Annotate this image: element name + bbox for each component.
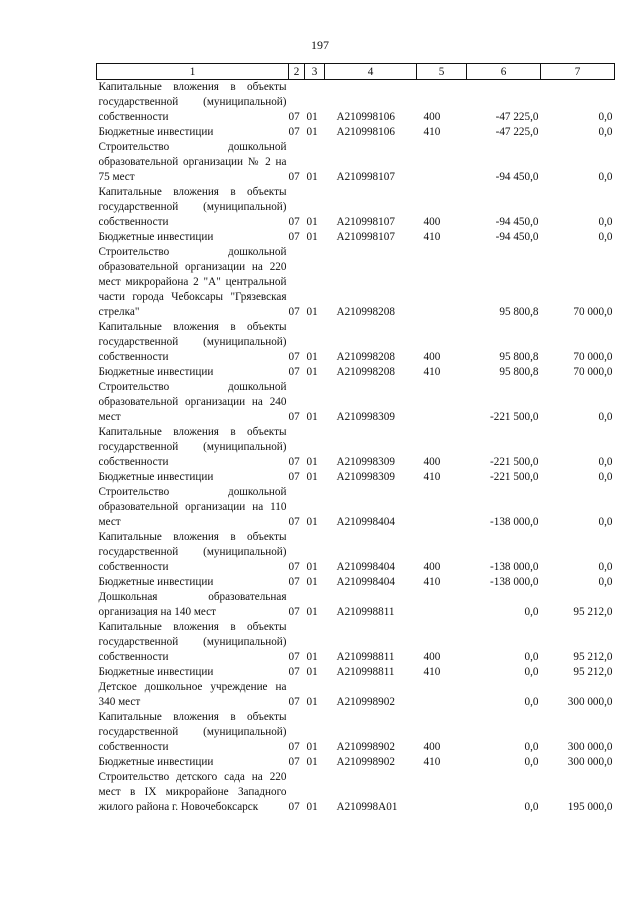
cell-amount-1: -94 450,0 [495, 231, 539, 243]
cell-amount-2: 70 000,0 [573, 306, 613, 318]
cell-name: Строительство дошкольной образовательной организации на 220 мест микрорайона 2 "А" центральной части города Чебоксары "Грязевская стрелка" [98, 246, 287, 318]
cell-amount-1: 95 800,8 [499, 366, 539, 378]
cell-name: Детское дошкольное учреждение на 340 мест [98, 681, 287, 708]
table-row [97, 680, 615, 710]
cell-amount-2: 0,0 [598, 216, 613, 228]
cell-amount-2: 0,0 [598, 471, 613, 483]
cell-section: 07 [288, 666, 300, 678]
cell-amount-2: 70 000,0 [573, 351, 613, 363]
cell-target-code: А210998106 [336, 126, 395, 138]
cell-subsection: 01 [306, 516, 318, 528]
cell-target-code: А210998208 [336, 351, 395, 363]
table-body [97, 80, 615, 816]
cell-expense-type [417, 140, 467, 185]
table-row [97, 665, 615, 680]
cell-expense-type: 410 [423, 126, 441, 138]
cell-target-code: А210998107 [336, 216, 395, 228]
cell-amount-2: 0,0 [598, 456, 613, 468]
cell-subsection: 01 [306, 801, 318, 813]
cell-section: 07 [288, 576, 300, 588]
cell-section: 07 [288, 606, 300, 618]
cell-expense-type [417, 245, 467, 320]
cell-subsection: 01 [306, 651, 318, 663]
cell-expense-type: 400 [423, 741, 441, 753]
cell-target-code: А210998811 [336, 606, 395, 618]
table-row [97, 710, 615, 755]
cell-subsection: 01 [306, 666, 318, 678]
cell-target-code: А210998106 [336, 111, 395, 123]
table-row [97, 245, 615, 320]
cell-amount-1: -94 450,0 [495, 171, 539, 183]
cell-name: Бюджетные инвестиции [98, 471, 214, 483]
cell-amount-1: 0,0 [524, 696, 539, 708]
cell-expense-type: 400 [423, 351, 441, 363]
table-header [97, 64, 615, 80]
cell-subsection: 01 [306, 741, 318, 753]
cell-amount-1: 0,0 [524, 666, 539, 678]
table-row [97, 380, 615, 425]
cell-section: 07 [288, 351, 300, 363]
cell-section: 07 [288, 456, 300, 468]
cell-name: Бюджетные инвестиции [98, 231, 214, 243]
cell-amount-2: 195 000,0 [567, 801, 613, 813]
cell-subsection: 01 [306, 606, 318, 618]
cell-subsection: 01 [306, 576, 318, 588]
cell-name: Бюджетные инвестиции [98, 366, 214, 378]
cell-target-code: А210998107 [336, 171, 395, 183]
cell-section: 07 [288, 411, 300, 423]
cell-expense-type [417, 680, 467, 710]
cell-target-code: А210998404 [336, 516, 395, 528]
cell-expense-type: 400 [423, 561, 441, 573]
cell-amount-1: -138 000,0 [490, 516, 539, 528]
cell-amount-2: 0,0 [598, 231, 613, 243]
cell-amount-1: 0,0 [524, 756, 539, 768]
table-row [97, 770, 615, 815]
cell-subsection: 01 [306, 171, 318, 183]
cell-section: 07 [288, 306, 300, 318]
cell-expense-type [417, 770, 467, 815]
cell-name: Бюджетные инвестиции [98, 756, 214, 768]
cell-amount-2: 0,0 [598, 516, 613, 528]
cell-amount-1: -47 225,0 [495, 126, 539, 138]
table-row [97, 230, 615, 245]
cell-expense-type [417, 485, 467, 530]
cell-name: Капитальные вложения в объекты государственной (муниципальной) собственности [98, 711, 287, 753]
cell-amount-1: -221 500,0 [490, 411, 539, 423]
cell-name: Бюджетные инвестиции [98, 576, 214, 588]
cell-name: Бюджетные инвестиции [98, 666, 214, 678]
cell-name: Капитальные вложения в объекты государственной (муниципальной) собственности [98, 621, 287, 663]
header-col-7: 7 [541, 64, 615, 80]
cell-subsection: 01 [306, 471, 318, 483]
page-number: 197 [311, 38, 329, 52]
cell-subsection: 01 [306, 216, 318, 228]
cell-section: 07 [288, 756, 300, 768]
cell-amount-2: 0,0 [598, 576, 613, 588]
cell-amount-2: 300 000,0 [567, 741, 613, 753]
cell-subsection: 01 [306, 411, 318, 423]
cell-name: Дошкольная образовательная организация на 140 мест [98, 591, 287, 618]
cell-expense-type: 400 [423, 651, 441, 663]
cell-expense-type: 410 [423, 231, 441, 243]
header-col-1: 1 [97, 64, 289, 80]
cell-section: 07 [288, 366, 300, 378]
table-row [97, 140, 615, 185]
cell-amount-2: 0,0 [598, 171, 613, 183]
cell-amount-1: 95 800,8 [499, 351, 539, 363]
table-row [97, 80, 615, 126]
header-col-4: 4 [325, 64, 417, 80]
cell-section: 07 [288, 741, 300, 753]
cell-subsection: 01 [306, 126, 318, 138]
cell-amount-2: 0,0 [598, 561, 613, 573]
cell-subsection: 01 [306, 456, 318, 468]
cell-name: Капитальные вложения в объекты государственной (муниципальной) собственности [98, 81, 287, 123]
cell-expense-type: 410 [423, 756, 441, 768]
cell-target-code: А210998309 [336, 456, 395, 468]
cell-amount-1: -47 225,0 [495, 111, 539, 123]
cell-name: Строительство дошкольной образовательной организации на 240 мест [98, 381, 287, 423]
cell-expense-type: 400 [423, 111, 441, 123]
cell-amount-1: -221 500,0 [490, 456, 539, 468]
cell-amount-1: 0,0 [524, 741, 539, 753]
cell-expense-type: 410 [423, 576, 441, 588]
cell-target-code: А210998902 [336, 756, 395, 768]
budget-table [96, 63, 615, 815]
cell-section: 07 [288, 111, 300, 123]
cell-target-code: А210998902 [336, 741, 395, 753]
cell-amount-2: 300 000,0 [567, 696, 613, 708]
cell-section: 07 [288, 516, 300, 528]
cell-subsection: 01 [306, 351, 318, 363]
cell-amount-1: -138 000,0 [490, 576, 539, 588]
cell-subsection: 01 [306, 561, 318, 573]
cell-target-code: А210998208 [336, 306, 395, 318]
cell-amount-1: -94 450,0 [495, 216, 539, 228]
table-row [97, 530, 615, 575]
cell-name: Строительство дошкольной образовательной организации на 110 мест [98, 486, 287, 528]
cell-amount-2: 95 212,0 [573, 666, 613, 678]
cell-section: 07 [288, 126, 300, 138]
cell-target-code: А210998404 [336, 561, 395, 573]
cell-name: Капитальные вложения в объекты государственной (муниципальной) собственности [98, 531, 287, 573]
cell-section: 07 [288, 801, 300, 813]
cell-name: Капитальные вложения в объекты государственной (муниципальной) собственности [98, 321, 287, 363]
cell-section: 07 [288, 651, 300, 663]
cell-name: Капитальные вложения в объекты государственной (муниципальной) собственности [98, 186, 287, 228]
cell-amount-2: 95 212,0 [573, 606, 613, 618]
cell-amount-2: 70 000,0 [573, 366, 613, 378]
cell-name: Строительство детского сада на 220 мест в IX микрорайоне Западного жилого района г. Новочебоксарск [98, 771, 287, 813]
cell-amount-2: 0,0 [598, 126, 613, 138]
table-row [97, 590, 615, 620]
cell-amount-2: 95 212,0 [573, 651, 613, 663]
cell-target-code: А210998902 [336, 696, 395, 708]
cell-amount-1: 95 800,8 [499, 306, 539, 318]
table-row [97, 755, 615, 770]
cell-expense-type: 400 [423, 456, 441, 468]
cell-subsection: 01 [306, 231, 318, 243]
header-col-5: 5 [417, 64, 467, 80]
header-col-6: 6 [467, 64, 541, 80]
cell-amount-2: 0,0 [598, 111, 613, 123]
cell-subsection: 01 [306, 111, 318, 123]
cell-amount-1: -221 500,0 [490, 471, 539, 483]
cell-amount-1: 0,0 [524, 651, 539, 663]
cell-subsection: 01 [306, 756, 318, 768]
cell-expense-type: 410 [423, 366, 441, 378]
cell-target-code: А210998А01 [336, 801, 398, 813]
cell-name: Капитальные вложения в объекты государственной (муниципальной) собственности [98, 426, 287, 468]
cell-expense-type: 410 [423, 471, 441, 483]
cell-expense-type [417, 380, 467, 425]
cell-amount-2: 300 000,0 [567, 756, 613, 768]
cell-target-code: А210998811 [336, 666, 395, 678]
cell-target-code: А210998107 [336, 231, 395, 243]
cell-section: 07 [288, 561, 300, 573]
cell-section: 07 [288, 216, 300, 228]
cell-target-code: А210998208 [336, 366, 395, 378]
table-row [97, 125, 615, 140]
cell-amount-1: -138 000,0 [490, 561, 539, 573]
cell-expense-type [417, 590, 467, 620]
cell-section: 07 [288, 231, 300, 243]
table-row [97, 470, 615, 485]
cell-amount-1: 0,0 [524, 801, 539, 813]
cell-section: 07 [288, 471, 300, 483]
table-row [97, 320, 615, 365]
cell-amount-2: 0,0 [598, 411, 613, 423]
cell-subsection: 01 [306, 366, 318, 378]
cell-expense-type: 410 [423, 666, 441, 678]
cell-section: 07 [288, 171, 300, 183]
table-row [97, 425, 615, 470]
table-row [97, 365, 615, 380]
cell-target-code: А210998309 [336, 471, 395, 483]
cell-target-code: А210998811 [336, 651, 395, 663]
cell-target-code: А210998404 [336, 576, 395, 588]
cell-subsection: 01 [306, 306, 318, 318]
cell-expense-type: 400 [423, 216, 441, 228]
table-row [97, 620, 615, 665]
header-col-3: 3 [305, 64, 325, 80]
table-row [97, 185, 615, 230]
cell-target-code: А210998309 [336, 411, 395, 423]
cell-name: Бюджетные инвестиции [98, 126, 214, 138]
table-row [97, 485, 615, 530]
cell-subsection: 01 [306, 696, 318, 708]
cell-name: Строительство дошкольной образовательной организации № 2 на 75 мест [98, 141, 287, 183]
table-row [97, 575, 615, 590]
cell-section: 07 [288, 696, 300, 708]
header-col-2: 2 [289, 64, 305, 80]
cell-amount-1: 0,0 [524, 606, 539, 618]
